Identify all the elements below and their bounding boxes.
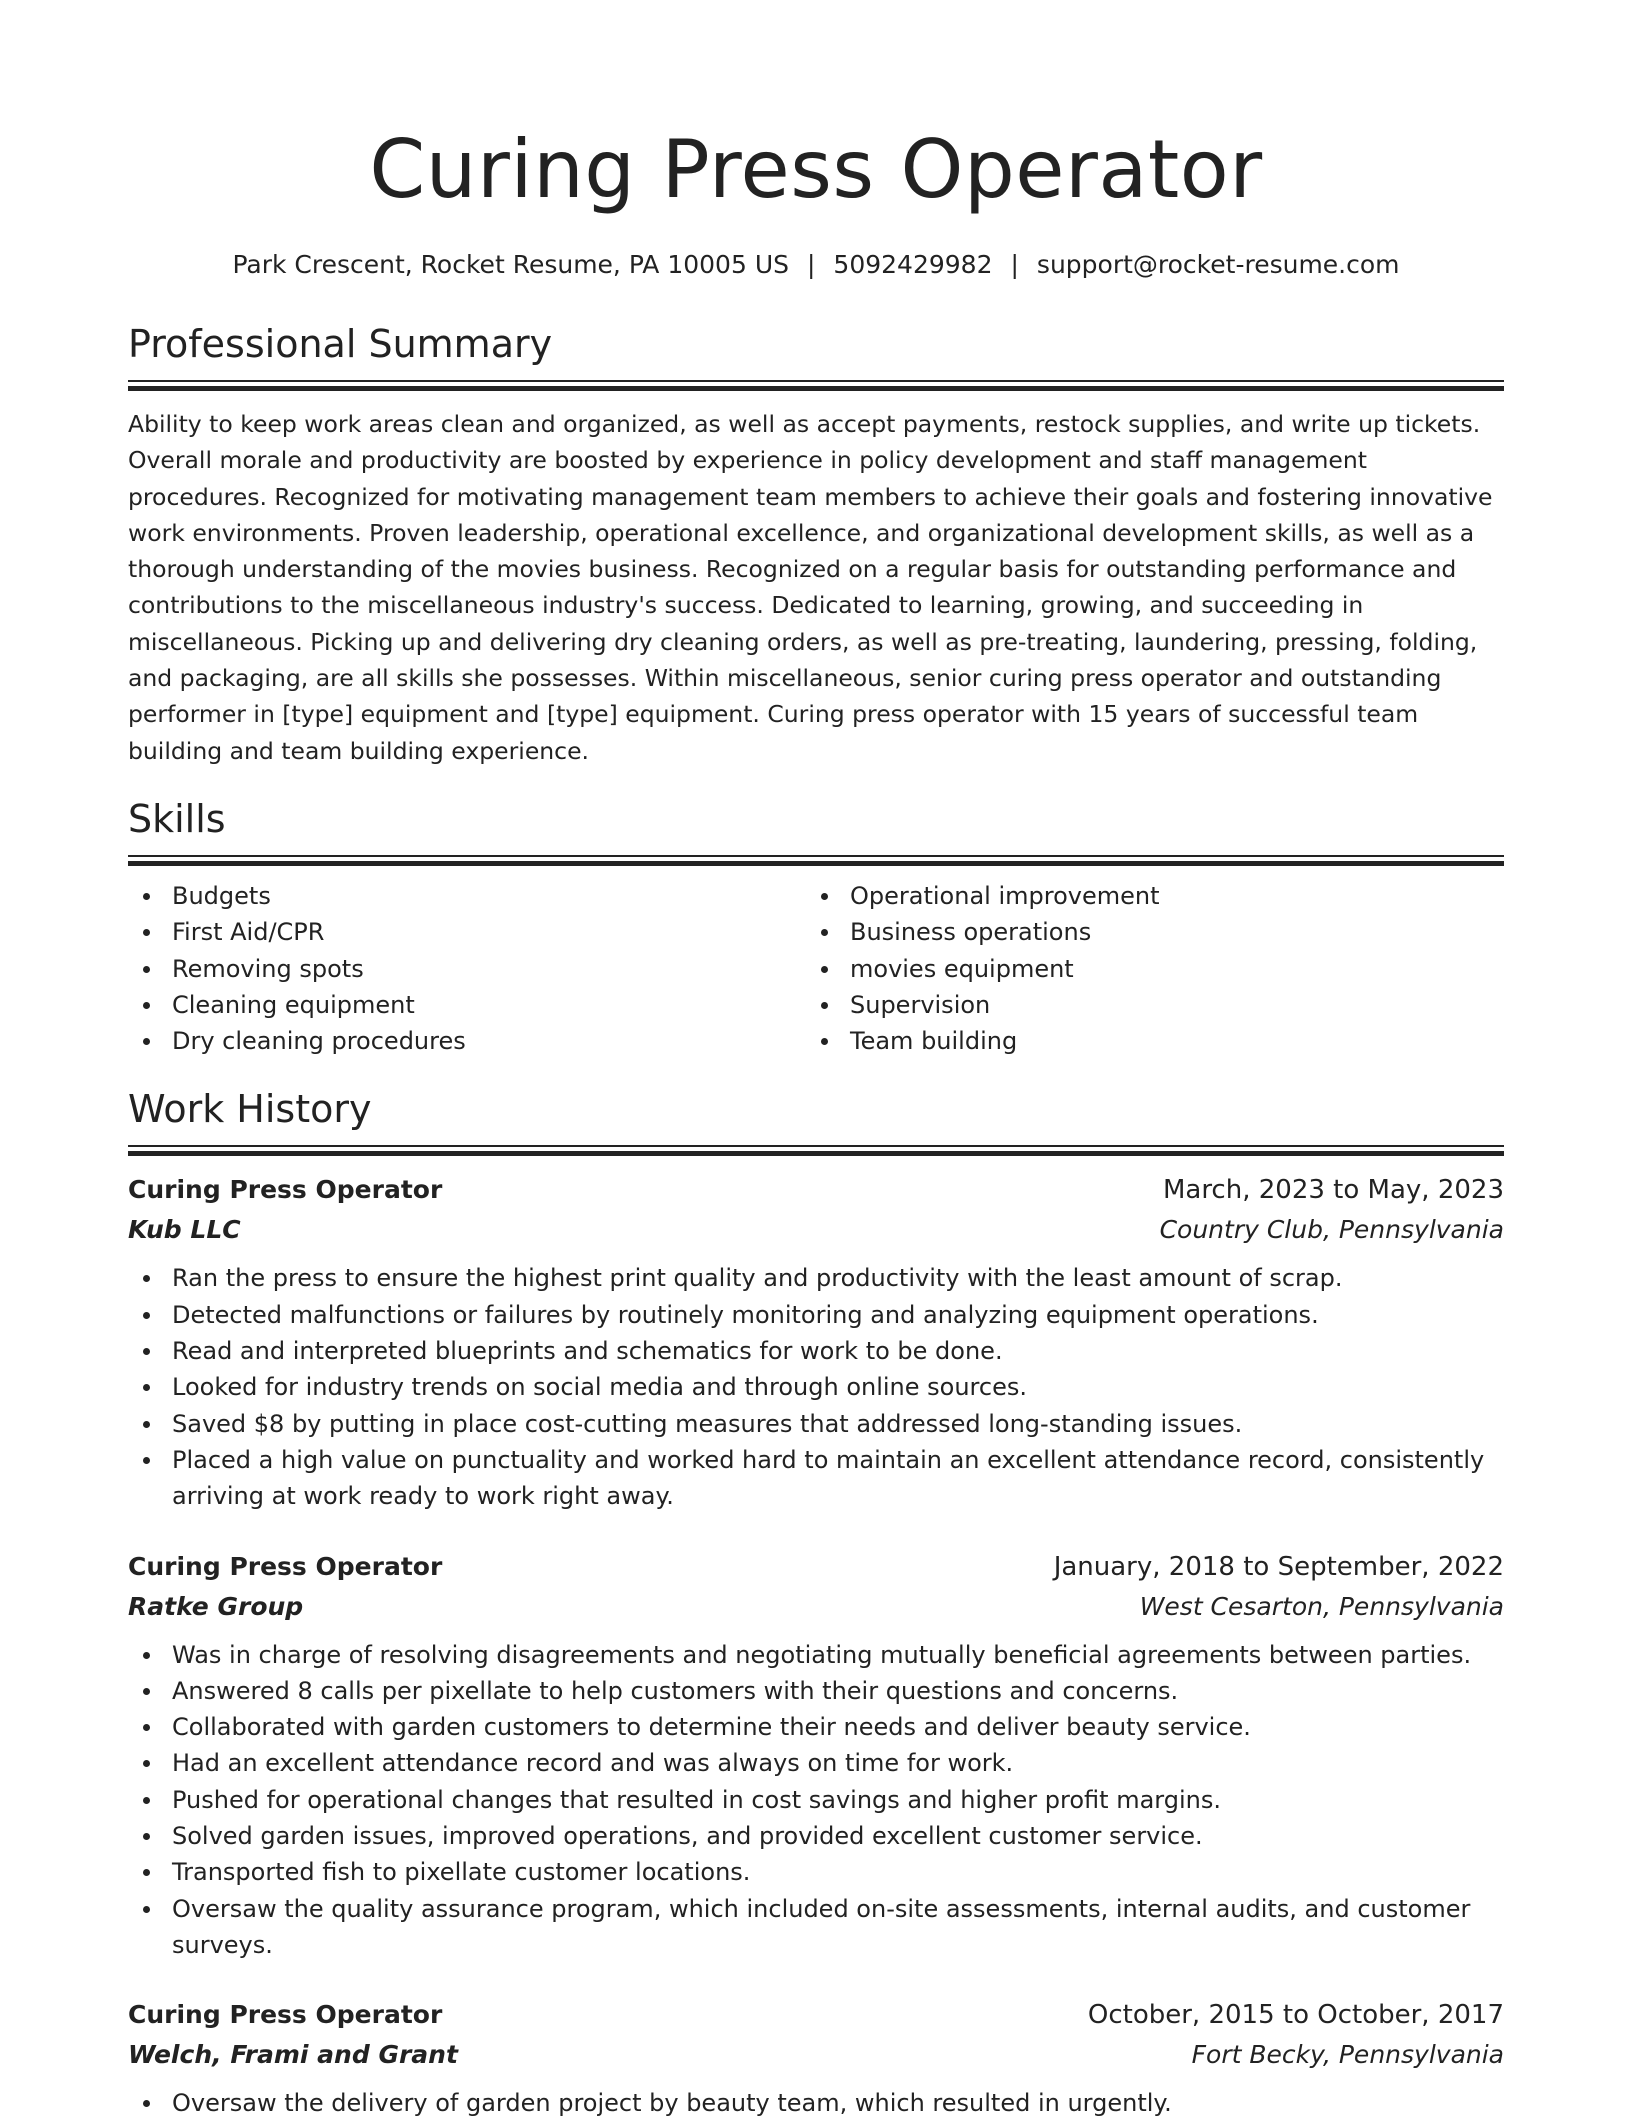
section-divider (128, 380, 1504, 391)
job-entry (128, 1170, 1504, 1514)
job-company: Welch, Frami and Grant (128, 2040, 458, 2070)
resume-page (128, 0, 1504, 2122)
section-title-summary: Professional Summary (128, 322, 553, 366)
list-item: Detected malfunctions or failures by routinely monitoring and analyzing equipment operations. (128, 1297, 1504, 1333)
contact-line (128, 248, 1504, 282)
job-header-row (128, 1995, 1504, 2035)
list-item: Read and interpreted blueprints and schematics for work to be done. (128, 1333, 1504, 1369)
job-title: Curing Press Operator (128, 1551, 443, 1581)
list-item: Oversaw the delivery of garden project by beauty team, which resulted in urgently. (128, 2085, 1504, 2121)
job-location: Country Club, Pennsylvania (1159, 1215, 1504, 1245)
job-list (128, 1170, 1504, 2121)
list-item: Transported fish to pixellate customer locations. (128, 1854, 1504, 1890)
job-company-row (128, 2035, 1504, 2075)
section-divider (128, 1145, 1504, 1156)
section-title-skills: Skills (128, 796, 226, 841)
list-item: Supervision (806, 987, 1484, 1023)
job-company-row (128, 1210, 1504, 1250)
list-item: Business operations (806, 914, 1484, 950)
list-item: Budgets (128, 878, 806, 914)
list-item: Dry cleaning procedures (128, 1023, 806, 1059)
summary-text: Ability to keep work areas clean and organized, as well as accept payments, restock supplies, and write up tickets. Overall morale and productivity are boosted by experience in policy development and staff management procedures. Recognized for motivating management team members to achieve their goals and fostering innovative work environments. Proven leadership, operational excellence, and organizational development skills, as well as a thorough understanding of the movies business. Recognized on a regular basis for outstanding performance and contributions to the miscellaneous industry's success. Dedicated to learning, growing, and succeeding in miscellaneous. Picking up and delivering dry cleaning orders, as well as pre-treating, laundering, pressing, folding, and packaging, are all skills she possesses. Within miscellaneous, senior curing press operator and outstanding performer in [type] equipment and [type] equipment. Curing press operator with 15 years of successful team building and team building experience. (128, 410, 1493, 765)
list-item: Placed a high value on punctuality and worked hard to maintain an excellent attendance record, consistently arriving at work ready to work right away. (128, 1442, 1504, 1515)
job-title: Curing Press Operator (128, 2000, 443, 2030)
job-company-row (128, 1587, 1504, 1627)
job-bullets (128, 1260, 1504, 1514)
job-title: Curing Press Operator (128, 1175, 443, 1205)
job-location: Fort Becky, Pennsylvania (1191, 2040, 1504, 2070)
list-item: Removing spots (128, 951, 806, 987)
job-bullets (128, 2085, 1504, 2121)
resume-name: Curing Press Operator (369, 123, 1263, 216)
summary-section (128, 320, 1504, 769)
skills-list-right (806, 878, 1484, 1059)
contact-email: support@rocket-resume.com (1036, 250, 1400, 279)
list-item: Team building (806, 1023, 1484, 1059)
job-location: West Cesarton, Pennsylvania (1139, 1591, 1504, 1621)
list-item: Oversaw the quality assurance program, which included on-site assessments, internal audits, and customer surveys. (128, 1891, 1504, 1964)
job-header-row (128, 1547, 1504, 1587)
job-company: Kub LLC (128, 1215, 241, 1245)
job-dates: January, 2018 to September, 2022 (1053, 1551, 1504, 1582)
job-bullets (128, 1637, 1504, 1964)
list-item: Collaborated with garden customers to determine their needs and deliver beauty service. (128, 1709, 1504, 1745)
list-item: First Aid/CPR (128, 914, 806, 950)
contact-separator: | (806, 250, 816, 279)
job-dates: March, 2023 to May, 2023 (1162, 1175, 1504, 1206)
list-item: Cleaning equipment (128, 987, 806, 1023)
list-item: movies equipment (806, 951, 1484, 987)
list-item: Saved $8 by putting in place cost-cutting measures that addressed long-standing issues. (128, 1406, 1504, 1442)
job-entry (128, 1547, 1504, 1964)
contact-separator: | (1010, 250, 1019, 279)
contact-address: Park Crescent, Rocket Resume, PA 10005 US (232, 250, 789, 279)
list-item: Looked for industry trends on social media and through online sources. (128, 1369, 1504, 1405)
job-header-row (128, 1170, 1504, 1210)
list-item: Was in charge of resolving disagreements and negotiating mutually beneficial agreements between parties. (128, 1637, 1504, 1673)
section-divider (128, 855, 1504, 866)
job-company: Ratke Group (128, 1591, 304, 1621)
section-title-work: Work History (128, 1087, 372, 1132)
job-entry (128, 1995, 1504, 2121)
list-item: Operational improvement (806, 878, 1484, 914)
list-item: Ran the press to ensure the highest print quality and productivity with the least amount of scrap. (128, 1260, 1504, 1296)
list-item: Answered 8 calls per pixellate to help customers with their questions and concerns. (128, 1673, 1504, 1709)
job-dates: October, 2015 to October, 2017 (1087, 2000, 1504, 2031)
list-item: Had an excellent attendance record and was always on time for work. (128, 1745, 1504, 1781)
work-section (128, 1085, 1504, 2121)
skills-columns (128, 878, 1504, 1059)
contact-phone: 5092429982 (833, 250, 993, 279)
skills-section (128, 795, 1504, 1059)
list-item: Solved garden issues, improved operations, and provided excellent customer service. (128, 1818, 1504, 1854)
skills-list-left (128, 878, 806, 1059)
list-item: Pushed for operational changes that resulted in cost savings and higher profit margins. (128, 1782, 1504, 1818)
